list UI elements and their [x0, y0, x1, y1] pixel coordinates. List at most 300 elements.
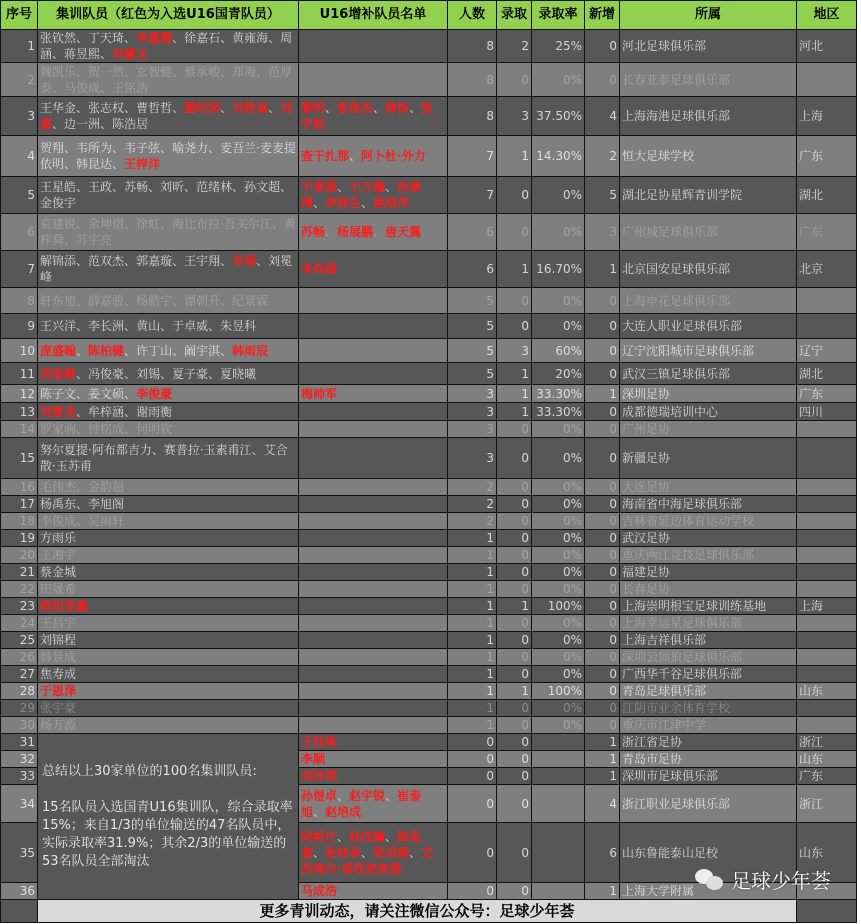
player: 贺一然 [88, 64, 125, 79]
players-cell [38, 496, 299, 513]
separator: 、 [409, 101, 422, 115]
region-cell [797, 581, 857, 598]
region-cell: 湖北 [797, 363, 857, 385]
separator: 、 [373, 101, 386, 115]
separator: 、 [124, 293, 137, 308]
region-cell [797, 649, 857, 666]
separator: 、 [361, 845, 374, 860]
player: 孙文超 [244, 180, 281, 194]
table-row [1, 30, 857, 63]
supplement-cell [299, 438, 448, 479]
row-number: 10 [1, 339, 38, 363]
player: 黄梓舜 [40, 217, 296, 247]
supplement-cell [299, 385, 448, 403]
selected-player: 刘庸文 [112, 47, 149, 61]
separator: 、 [124, 217, 137, 231]
player: 杨万源 [40, 718, 77, 732]
player: 张志权 [88, 101, 125, 115]
supplement-player: 赵宇锐 [349, 788, 386, 803]
admitted-cell: 1 [497, 251, 532, 288]
separator: 、 [160, 319, 173, 333]
new-cell: 0 [585, 683, 620, 700]
separator: 、 [151, 443, 164, 457]
row-number: 28 [1, 683, 38, 700]
separator: 、 [124, 64, 137, 79]
supplement-cell [299, 717, 448, 734]
new-cell: 0 [585, 632, 620, 649]
supplement-cell [299, 251, 448, 288]
new-cell: 0 [585, 496, 620, 513]
admitted-cell: 0 [497, 581, 532, 598]
region-cell: 广东 [797, 214, 857, 251]
region-cell [797, 438, 857, 479]
separator: 、 [124, 404, 137, 419]
player: 蔡承峻 [184, 64, 221, 79]
admitted-cell: 0 [497, 438, 532, 479]
player: 范厚泰 [40, 64, 293, 95]
region-cell: 山东 [797, 683, 857, 700]
club-cell: 湖北足协星辉青训学院 [620, 177, 797, 214]
region-cell [797, 63, 857, 97]
separator: 、 [112, 157, 125, 171]
players-cell [38, 214, 299, 251]
player: 边一洲 [64, 117, 101, 131]
admitted-cell: 0 [497, 564, 532, 581]
player: 薛嘉骏 [88, 293, 125, 308]
player: 徐虹 [136, 217, 161, 231]
table-row [1, 734, 857, 751]
new-cell: 0 [585, 649, 620, 666]
count-cell: 3 [448, 403, 497, 421]
club-cell: 长春足协 [620, 581, 797, 598]
rate-cell: 0% [532, 649, 585, 666]
player: 金俊宇 [40, 196, 77, 210]
players-cell [38, 649, 299, 666]
separator: 、 [220, 31, 233, 45]
separator: 、 [313, 196, 326, 210]
players-cell [38, 581, 299, 598]
player: 焦寿成 [40, 667, 77, 681]
club-cell: 重庆市江津中学 [620, 717, 797, 734]
player: 黄雍海 [232, 31, 269, 45]
player: 罗家驹 [40, 422, 77, 436]
region-cell: 广东 [797, 385, 857, 403]
rate-cell: 0% [532, 513, 585, 530]
players-cell [38, 136, 299, 177]
new-cell: 1 [585, 385, 620, 403]
supplement-cell [299, 214, 448, 251]
club-cell: 上海吉祥俱乐部 [620, 632, 797, 649]
player: 曹哲哲 [136, 101, 173, 115]
selected-player: 于恩泽 [40, 684, 77, 698]
separator: 、 [385, 829, 398, 844]
region-cell [797, 530, 857, 547]
new-cell: 5 [585, 177, 620, 214]
table-row [1, 339, 857, 363]
separator: 、 [76, 366, 89, 381]
player: 喻尧力 [172, 141, 209, 155]
region-cell: 山东 [797, 751, 857, 768]
player: 周涵 [40, 31, 293, 61]
header-club: 所属 [620, 1, 797, 30]
new-cell: 0 [585, 288, 620, 314]
new-cell: 0 [585, 581, 620, 598]
count-cell: 8 [448, 97, 497, 136]
supplement-cell [299, 564, 448, 581]
supplement-cell [299, 288, 448, 314]
count-cell: 1 [448, 717, 497, 734]
table-row [1, 479, 857, 496]
admitted-cell: 1 [497, 598, 532, 615]
player: 吴雨轩 [88, 514, 125, 528]
separator: 、 [76, 64, 89, 79]
separator: 、 [64, 141, 77, 155]
supplement-player: 于景澄 [301, 180, 338, 194]
admitted-cell: 0 [497, 700, 532, 717]
table-row [1, 547, 857, 564]
region-cell [797, 632, 857, 649]
admitted-cell: 0 [497, 513, 532, 530]
row-number: 31 [1, 734, 38, 751]
club-cell: 武汉足协 [620, 530, 797, 547]
club-cell: 浙江职业足球俱乐部 [620, 785, 797, 823]
supplement-player: 孙康博 [301, 180, 422, 210]
player: 王铭浩 [112, 80, 149, 95]
admitted-cell: 0 [497, 823, 532, 883]
row-number: 14 [1, 421, 38, 438]
region-cell [797, 421, 857, 438]
row-number: 11 [1, 363, 38, 385]
player: 徐嘉石 [184, 31, 221, 45]
separator: 、 [373, 225, 386, 239]
selected-player: 欧阳家鑫 [40, 599, 89, 613]
admitted-cell: 0 [497, 214, 532, 251]
row-number: 22 [1, 581, 38, 598]
rate-cell: 0% [532, 214, 585, 251]
separator: 、 [280, 180, 293, 194]
separator: 、 [76, 180, 89, 194]
admitted-cell: 0 [497, 314, 532, 339]
selected-player: 何鉴楸 [40, 366, 77, 381]
row-number: 24 [1, 615, 38, 632]
player: 姜文硕 [88, 386, 125, 401]
player: 刘冕峰 [40, 254, 293, 284]
players-cell [38, 403, 299, 421]
separator: 、 [251, 443, 264, 457]
region-cell: 北京 [797, 251, 857, 288]
supplement-player: 于万瀚 [349, 180, 386, 194]
admitted-cell: 2 [497, 30, 532, 63]
club-cell: 吉林省延边体育运动学校 [620, 513, 797, 530]
players-cell [38, 30, 299, 63]
supplement-player: 李尚涵 [301, 262, 338, 276]
table-body [1, 30, 857, 900]
separator: 、 [124, 319, 137, 333]
player: 袁建锐 [40, 217, 77, 231]
player: 王湘宇 [40, 548, 77, 562]
players-cell [38, 63, 299, 97]
selected-player: 刘嘉 [40, 101, 293, 131]
separator: 、 [52, 80, 65, 95]
separator: 、 [160, 217, 173, 231]
summary-cell [38, 734, 299, 900]
row-number: 29 [1, 700, 38, 717]
separator: 、 [271, 217, 284, 231]
count-cell: 8 [448, 30, 497, 63]
admitted-cell: 1 [497, 136, 532, 177]
supplement-cell [299, 823, 448, 883]
club-cell: 长春亚泰足球俱乐部 [620, 63, 797, 97]
player: 魏凯乐 [40, 64, 77, 79]
region-cell [797, 700, 857, 717]
supplement-cell [299, 479, 448, 496]
supplement-cell [299, 666, 448, 683]
player: 丁天琦 [88, 31, 125, 45]
player: 范绪林 [196, 180, 233, 194]
admitted-cell: 0 [497, 177, 532, 214]
separator: 、 [100, 47, 113, 61]
admitted-cell: 0 [497, 288, 532, 314]
separator: 、 [208, 141, 221, 155]
row-number: 12 [1, 385, 38, 403]
row-number: 3 [1, 97, 38, 136]
rate-cell: 0% [532, 421, 585, 438]
club-cell: 广西华千谷足球俱乐部 [620, 666, 797, 683]
player: 韦子弦 [124, 141, 161, 155]
supplement-cell [299, 97, 448, 136]
new-cell: 0 [585, 339, 620, 363]
club-cell: 上海申花足球俱乐部 [620, 288, 797, 314]
club-cell: 上海大学附属 [620, 883, 797, 900]
player: 朱昱科 [220, 319, 257, 333]
region-cell: 湖北 [797, 177, 857, 214]
region-cell [797, 547, 857, 564]
admitted-cell: 0 [497, 666, 532, 683]
players-cell [38, 598, 299, 615]
new-cell: 0 [585, 598, 620, 615]
table-row [1, 513, 857, 530]
region-cell: 河北 [797, 30, 857, 63]
rate-cell: 16.70% [532, 251, 585, 288]
player: 毛伟杰 [40, 480, 77, 494]
club-cell: 深圳云顶狼足球俱乐部 [620, 649, 797, 666]
count-cell: 1 [448, 564, 497, 581]
club-cell: 深圳足协 [620, 385, 797, 403]
rate-cell [532, 751, 585, 768]
selected-player: 王梓洋 [124, 157, 161, 171]
separator: 、 [76, 497, 89, 511]
supplement-player: 艾孜海尔·塔西麦麦提 [301, 845, 434, 876]
supplement-player: 刘沛祺 [301, 769, 338, 783]
supplement-cell [299, 700, 448, 717]
supplement-cell [299, 768, 448, 785]
header-players: 集训队员（红色为入选U16国青队员） [38, 1, 299, 30]
region-cell: 上海 [797, 598, 857, 615]
supplement-cell [299, 513, 448, 530]
region-cell: 四川 [797, 403, 857, 421]
players-cell [38, 666, 299, 683]
supplement-cell [299, 883, 448, 900]
player: 玄智健 [136, 64, 173, 79]
rate-cell: 33.30% [532, 403, 585, 421]
supplement-cell [299, 734, 448, 751]
rate-cell: 0% [532, 717, 585, 734]
new-cell: 0 [585, 615, 620, 632]
rate-cell: 0% [532, 177, 585, 214]
supplement-cell [299, 63, 448, 97]
table-row [1, 421, 857, 438]
club-cell: 北京国安足球俱乐部 [620, 251, 797, 288]
supplement-player: 查干扎那 [301, 149, 350, 163]
count-cell: 3 [448, 385, 497, 403]
admitted-cell: 0 [497, 734, 532, 751]
table-row [1, 251, 857, 288]
new-cell: 0 [585, 717, 620, 734]
new-cell: 0 [585, 666, 620, 683]
player: 谢雨衡 [136, 404, 173, 419]
row-number: 26 [1, 649, 38, 666]
players-cell [38, 339, 299, 363]
separator: 、 [349, 149, 362, 163]
separator: 、 [100, 117, 113, 131]
header-new: 新增 [585, 1, 620, 30]
row-number: 9 [1, 314, 38, 339]
supplement-cell [299, 403, 448, 421]
player: 郑海 [232, 64, 257, 79]
player: 李长洲 [88, 319, 125, 333]
count-cell: 0 [448, 751, 497, 768]
player: 钟铭成 [88, 422, 125, 436]
separator: 、 [100, 80, 113, 95]
player: 刘锦程 [40, 633, 77, 647]
separator: 、 [112, 141, 125, 155]
count-cell: 5 [448, 288, 497, 314]
rate-cell [532, 785, 585, 823]
club-cell: 福建足协 [620, 564, 797, 581]
rate-cell: 0% [532, 581, 585, 598]
club-cell: 广州足协 [620, 421, 797, 438]
count-cell: 2 [448, 496, 497, 513]
count-cell: 5 [448, 363, 497, 385]
supplement-player: 林成瀚 [349, 829, 386, 844]
footer-spacer [797, 900, 857, 923]
separator: 、 [172, 293, 185, 308]
player: 努尔夏提·阿布都吉力 [40, 443, 152, 457]
separator: 、 [268, 101, 281, 115]
player: 张宇豪 [40, 701, 77, 715]
club-cell: 青岛足球俱乐部 [620, 683, 797, 700]
new-cell: 0 [585, 421, 620, 438]
player: 张钦然 [40, 31, 77, 45]
player: 王昌宇 [40, 616, 77, 630]
new-cell: 1 [585, 251, 620, 288]
selected-player: 陈柏键 [88, 343, 125, 358]
rate-cell: 25% [532, 30, 585, 63]
table-row [1, 700, 857, 717]
club-cell: 大连人职业足球俱乐部 [620, 314, 797, 339]
new-cell: 0 [585, 513, 620, 530]
region-cell [797, 288, 857, 314]
separator: 、 [124, 343, 137, 358]
players-cell [38, 632, 299, 649]
player: 冯俊豪 [88, 366, 125, 381]
supplement-player: 唐天翼 [385, 225, 422, 239]
admitted-cell: 0 [497, 496, 532, 513]
count-cell: 1 [448, 683, 497, 700]
separator: 、 [124, 422, 137, 436]
supplement-cell [299, 30, 448, 63]
separator: 、 [76, 217, 89, 231]
player: 阚宇淇 [184, 343, 221, 358]
table-row [1, 177, 857, 214]
separator: 、 [76, 319, 89, 333]
players-cell [38, 438, 299, 479]
rate-cell: 0% [532, 496, 585, 513]
club-cell: 山东鲁能泰山足校 [620, 823, 797, 883]
player: 刘昕 [160, 180, 185, 194]
new-cell: 0 [585, 564, 620, 581]
player: 陈浩居 [112, 117, 149, 131]
separator: 、 [76, 422, 89, 436]
new-cell: 0 [585, 530, 620, 547]
separator: 、 [76, 101, 89, 115]
count-cell: 0 [448, 785, 497, 823]
row-number: 21 [1, 564, 38, 581]
admitted-cell: 0 [497, 883, 532, 900]
count-cell: 5 [448, 339, 497, 363]
header-admitted: 录取 [497, 1, 532, 30]
rate-cell: 0% [532, 63, 585, 97]
club-cell: 成都德瑞培训中心 [620, 403, 797, 421]
players-cell [38, 288, 299, 314]
player: 李俊成 [40, 514, 77, 528]
wechat-watermark [695, 865, 831, 894]
rate-cell: 0% [532, 288, 585, 314]
region-cell [797, 615, 857, 632]
players-cell [38, 564, 299, 581]
players-cell [38, 363, 299, 385]
region-cell [797, 479, 857, 496]
row-number: 16 [1, 479, 38, 496]
separator: 、 [184, 180, 197, 194]
separator: 、 [208, 366, 221, 381]
club-cell: 江阴市业余体育学校 [620, 700, 797, 717]
separator: 、 [76, 343, 89, 358]
separator: 、 [172, 101, 185, 115]
count-cell: 5 [448, 314, 497, 339]
rate-cell: 33.30% [532, 385, 585, 403]
table-row [1, 666, 857, 683]
supplement-player: 张俊杰 [337, 101, 374, 115]
row-number: 25 [1, 632, 38, 649]
player: 范双杰 [88, 254, 125, 268]
players-cell [38, 314, 299, 339]
row-number: 23 [1, 598, 38, 615]
table-row [1, 530, 857, 547]
new-cell: 1 [585, 768, 620, 785]
club-cell: 浙江省足协 [620, 734, 797, 751]
rate-cell: 0% [532, 615, 585, 632]
header-supplement: U16增补队员名单 [299, 1, 448, 30]
supplement-cell [299, 339, 448, 363]
separator: 、 [52, 47, 65, 61]
separator: 、 [337, 180, 350, 194]
player: 贺翔 [40, 141, 65, 155]
supplement-player: 姚浩洋 [373, 196, 410, 210]
players-cell [38, 530, 299, 547]
separator: 、 [76, 514, 89, 528]
table-row [1, 632, 857, 649]
